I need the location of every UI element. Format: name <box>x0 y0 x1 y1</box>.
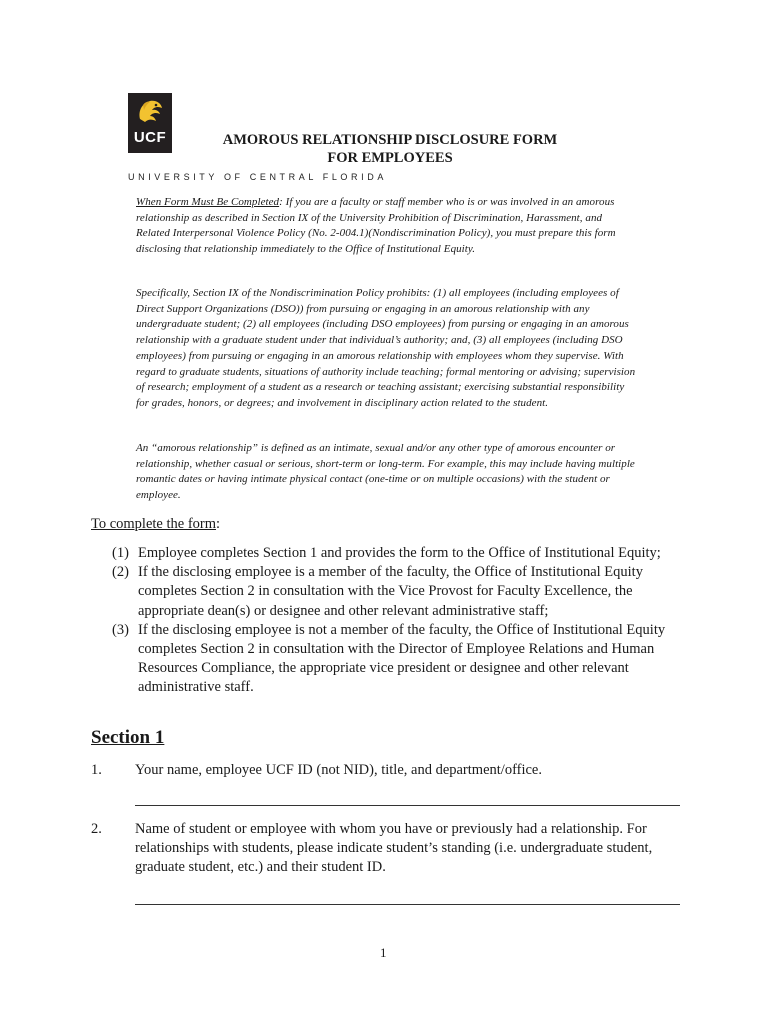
answer-line-2[interactable] <box>135 904 680 905</box>
when-text: : If you are a faculty or staff member who is or was involved in an amorous relationship as described in Section IX of the University Prohibition of Discrimination, Harassment, and Related Interpersonal Violence Policy (No. 2-004.1)(Nondiscrimination Policy), you must prepare this form disclosing that relationship immediately to the Office of Institutional Equity. <box>136 196 616 256</box>
definition-paragraph: An “amorous relationship” is defined as an intimate, sexual and/or any other type of amorous encounter or relationship, whether casual or serious, short-term or long-term. For example, this may include having multiple romantic dates or having intimate physical contact (one-time or on multiple occasions) with the student or employee. <box>136 442 635 502</box>
form-title <box>160 131 620 167</box>
when-paragraph <box>136 195 636 258</box>
pegasus-icon <box>134 97 166 127</box>
step-number: (2) <box>112 564 129 581</box>
instruction-step <box>112 621 682 698</box>
question-number: 1. <box>91 762 102 778</box>
instruction-step <box>112 563 682 621</box>
form-title-line1: AMOROUS RELATIONSHIP DISCLOSURE FORM <box>222 132 558 148</box>
question-2 <box>91 820 681 878</box>
logo-text: UCF <box>133 129 167 146</box>
section-1-title: Section 1 <box>91 727 165 748</box>
step-text: If the disclosing employee is a member of the faculty, the Office of Institutional Equity completes Section 2 in consultation with the Vice Provost for Faculty Excellence, the appropriate dean(s) or designee and other relevant administrative staff; <box>138 564 643 619</box>
step-text: If the disclosing employee is not a member of the faculty, the Office of Institutional Equity completes Section 2 in consultation with the Director of Employee Relations and Human Resources Compliance, the appropriate vice president or designee and other relevant administrative staff. <box>138 621 666 696</box>
instructions-heading-suffix: : <box>216 516 221 532</box>
university-wordmark: UNIVERSITY OF CENTRAL FLORIDA <box>128 172 387 182</box>
instructions-heading-label: To complete the form <box>91 516 217 532</box>
instruction-steps <box>112 544 682 698</box>
question-text: Name of student or employee with whom you have or previously had a relationship. For relationships with students, please indicate student’s standing (i.e. undergraduate student, graduate student, etc.) and their student ID. <box>135 821 653 876</box>
answer-line-1[interactable] <box>135 805 680 806</box>
form-title-line2: FOR EMPLOYEES <box>327 150 453 166</box>
question-number: 2. <box>91 821 102 837</box>
instructions-heading <box>91 516 220 533</box>
instruction-step <box>112 544 682 563</box>
question-1 <box>91 761 681 780</box>
step-number: (3) <box>112 621 129 638</box>
step-number: (1) <box>112 545 129 561</box>
page-number: 1 <box>380 945 387 960</box>
when-label: When Form Must Be Completed <box>136 196 280 208</box>
prohibits-paragraph: Specifically, Section IX of the Nondiscrimination Policy prohibits: (1) all employees (including employees of Direct Support Organizations (DSO)) from pursuing or engaging in an amorous relationship with any undergraduate student; (2) all employees (including DSO employees) from pursing or engaging in an amorous relationship with a graduate student under that individual’s authority; and, (3) all employees (including DSO employees) from pursuing or engaging in an amorous relationship with employees whom they supervise. With regard to graduate students, situations of authority include teaching; formal mentoring or advising; supervision of research; employment of a student as a research or teaching assistant; exercising substantial responsibility for grades, honors, or degrees; and involvement in disciplinary action related to the student. <box>136 287 636 409</box>
step-text: Employee completes Section 1 and provides the form to the Office of Institutional Equity; <box>138 545 661 561</box>
question-text: Your name, employee UCF ID (not NID), title, and department/office. <box>135 762 542 778</box>
